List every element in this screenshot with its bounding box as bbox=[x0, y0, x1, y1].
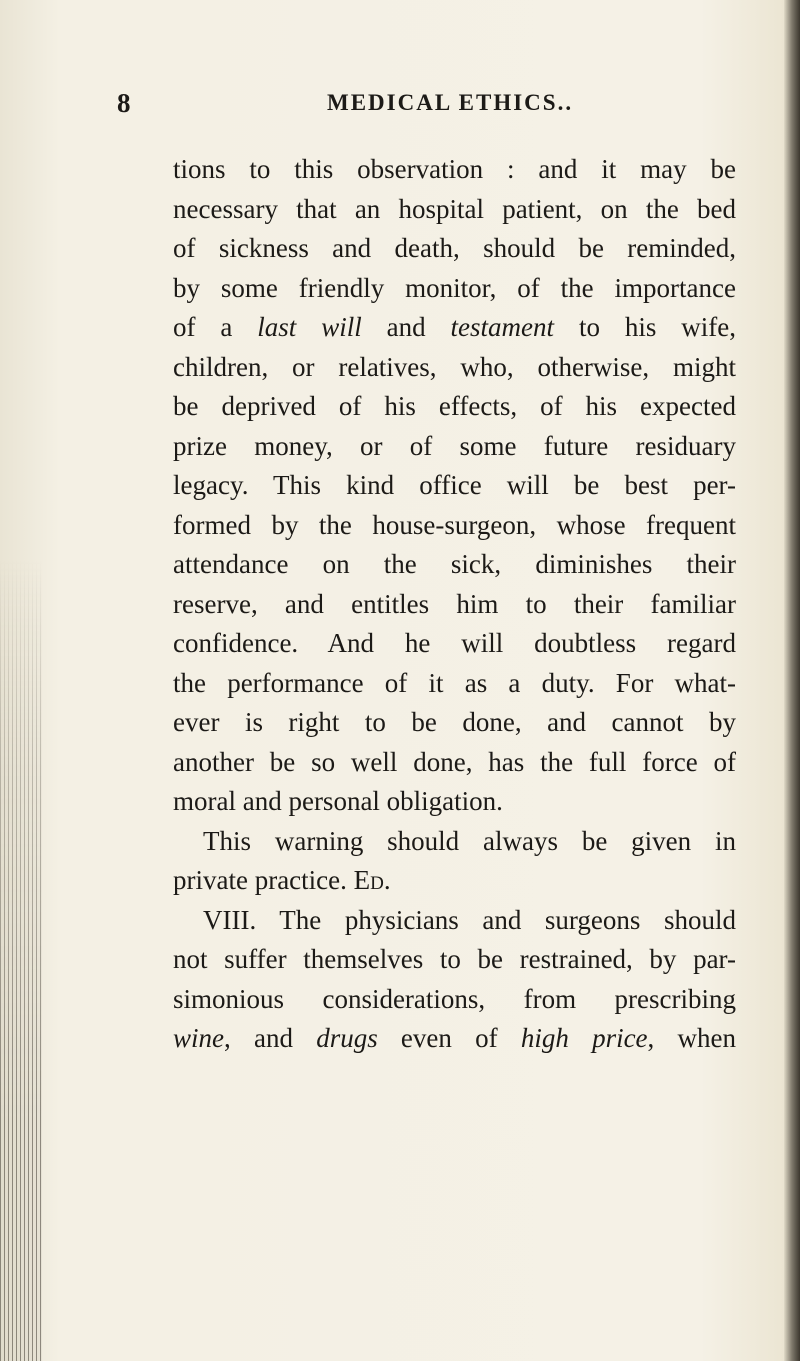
italic-text: testament bbox=[450, 312, 555, 342]
text-segment: private practice. bbox=[173, 865, 354, 895]
text-line bbox=[173, 585, 736, 625]
text-line bbox=[173, 190, 736, 230]
text-segment: attendance on the sick, diminishes their bbox=[173, 549, 736, 579]
text-line bbox=[173, 387, 736, 427]
text-line bbox=[173, 506, 736, 546]
text-segment: confidence. And he will doubtless regard bbox=[173, 628, 736, 658]
text-segment: This warning should always be given in bbox=[203, 825, 736, 856]
text-segment: necessary that an hospital patient, on the bed bbox=[173, 193, 736, 224]
text-line bbox=[173, 703, 736, 743]
text-segment: another be so well done, has the full force of bbox=[173, 746, 736, 777]
editor-mark: Ed. bbox=[353, 865, 391, 895]
italic-text: wine bbox=[173, 1023, 224, 1053]
text-segment: to his wife, bbox=[554, 312, 736, 342]
text-segment: and bbox=[361, 312, 451, 342]
text-segment: tions to this observation : and it may be bbox=[173, 154, 736, 184]
text-segment: the performance of it as a duty. For what- bbox=[173, 667, 736, 698]
text-line bbox=[173, 229, 736, 269]
text-segment: even of bbox=[377, 1023, 521, 1053]
italic-text: high price bbox=[520, 1023, 648, 1053]
text-segment: ever is right to be done, and cannot by bbox=[173, 707, 736, 737]
text-line bbox=[173, 308, 736, 348]
text-segment: not suffer themselves to be restrained, by par- bbox=[173, 944, 736, 974]
text-segment: formed by the house-surgeon, whose frequent bbox=[173, 509, 736, 540]
text-segment: , when bbox=[647, 1023, 737, 1053]
text-line bbox=[173, 348, 736, 388]
text-line bbox=[173, 940, 736, 980]
text-line bbox=[173, 861, 736, 901]
page-edge-shadow bbox=[784, 0, 800, 1361]
text-line bbox=[173, 269, 736, 309]
text-line bbox=[173, 624, 736, 664]
text-line bbox=[173, 545, 736, 585]
text-line bbox=[173, 427, 736, 467]
text-segment: be deprived of his effects, of his expected bbox=[173, 391, 736, 421]
text-segment: of a bbox=[173, 312, 258, 342]
text-segment: simonious considerations, from prescribing bbox=[173, 983, 736, 1014]
running-head: MEDICAL ETHICS.. bbox=[327, 90, 574, 115]
text-line bbox=[173, 822, 736, 862]
text-line bbox=[173, 664, 736, 704]
italic-text: drugs bbox=[316, 1023, 378, 1053]
text-line bbox=[173, 150, 736, 190]
binding-shadow bbox=[0, 560, 42, 1361]
text-segment: of sickness and death, should be reminded, bbox=[173, 233, 736, 263]
text-segment: reserve, and entitles him to their familiar bbox=[173, 588, 736, 619]
text-segment: VIII. The physicians and surgeons should bbox=[203, 904, 736, 935]
text-line bbox=[173, 466, 736, 506]
text-line bbox=[173, 901, 736, 941]
text-line bbox=[173, 743, 736, 783]
text-segment: by some friendly monitor, of the importance bbox=[173, 272, 736, 303]
italic-text: last will bbox=[257, 312, 362, 342]
text-segment: legacy. This kind office will be best per- bbox=[173, 470, 736, 500]
text-line bbox=[173, 1019, 736, 1059]
text-line bbox=[173, 782, 736, 822]
text-segment: moral and personal obligation. bbox=[173, 786, 503, 816]
text-line bbox=[173, 980, 736, 1020]
body-text bbox=[173, 150, 736, 1059]
text-segment: children, or relatives, who, otherwise, might bbox=[173, 351, 736, 382]
page-number: 8 bbox=[117, 88, 131, 118]
text-segment: , and bbox=[224, 1023, 317, 1053]
text-segment: prize money, or of some future residuary bbox=[173, 430, 736, 461]
page-header bbox=[117, 88, 617, 128]
